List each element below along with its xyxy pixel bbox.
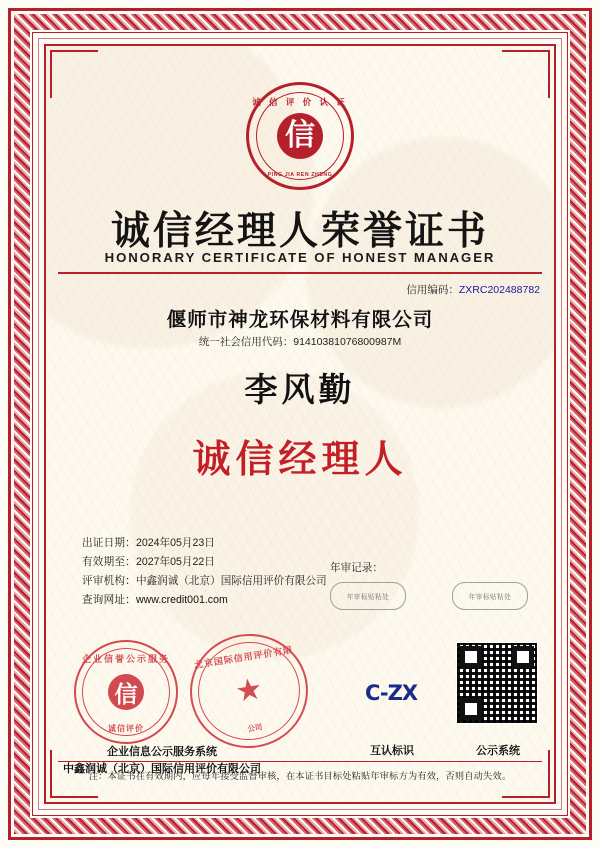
unified-social-credit-code	[52, 334, 548, 349]
credit-code-label: 信用编码：	[406, 284, 459, 296]
issue-date-label: 出证日期：	[82, 537, 136, 549]
round-seal-bottom-text: 诚信评价	[108, 724, 144, 733]
round-seal-core-glyph: 信	[108, 674, 144, 710]
detail-row	[82, 534, 327, 553]
annual-review-label: 年审记录：	[330, 562, 383, 574]
uscc-label: 统一社会信用代码：	[198, 336, 294, 348]
emblem-top-text: 诚 信 评 价 认 证	[252, 97, 348, 107]
detail-row	[82, 572, 327, 591]
mutual-recognition-caption: 互认标识	[370, 745, 414, 757]
valid-until-label: 有效期至：	[82, 556, 136, 568]
mutual-recognition-logo-icon	[348, 676, 434, 710]
honesty-seal-icon	[246, 82, 354, 190]
credit-code-value: ZXRC202488782	[458, 284, 540, 296]
emblem-bottom-text: PING JIA REN ZHENG	[267, 172, 333, 178]
review-agency-label: 评审机构：	[82, 575, 136, 587]
detail-row	[82, 553, 327, 572]
title-divider	[58, 272, 542, 274]
qr-code-icon[interactable]	[456, 642, 538, 724]
award-title: 诚信经理人	[192, 436, 408, 481]
valid-until-value: 2027年05月22日	[135, 556, 215, 568]
query-url-value[interactable]: www.credit001.com	[135, 594, 228, 606]
round-seal-top-text: 企业信誉公示服务	[81, 654, 170, 664]
issue-date-value: 2024年05月23日	[135, 537, 215, 549]
emblem-outer-ring	[246, 82, 354, 190]
review-agency-value: 中鑫润诚（北京）国际信用评价有限公司	[135, 575, 327, 587]
annual-review-boxes	[330, 582, 528, 610]
round-red-seal-icon	[74, 640, 178, 744]
detail-row	[82, 591, 327, 610]
footer-note: 注：本证书在有效期内，应每年接受监督审核，在本证书目标处粘贴年审标方为有效，否则自动失效。	[88, 771, 512, 781]
oval-seal-top-text: 北京国际信用评价有限	[193, 644, 294, 671]
annual-review-slot: 年审标贴粘处	[452, 582, 528, 610]
oval-company-seal-icon	[182, 625, 316, 756]
seal-caption-line2: 中鑫润诚（北京）国际信用评价有限公司	[63, 763, 261, 775]
certificate-content	[52, 52, 548, 796]
credit-code	[406, 282, 540, 297]
footer-divider	[58, 761, 542, 762]
page-subtitle: HONORARY CERTIFICATE OF HONEST MANAGER	[104, 250, 496, 265]
qr-caption: 公示系统	[476, 745, 520, 757]
emblem-core-glyph: 信	[277, 113, 323, 159]
mutual-logo-text: C-ZX	[364, 681, 418, 705]
seal-caption-line1: 企业信息公示服务系统	[107, 746, 217, 758]
oval-seal-bottom-text: 公司	[246, 722, 263, 734]
qr-finder-bottom-left	[460, 698, 482, 720]
seals-row	[52, 632, 548, 775]
page-title: 诚信经理人荣誉证书	[110, 208, 489, 254]
annual-review-slot: 年审标贴粘处	[330, 582, 406, 610]
details-block	[82, 534, 327, 610]
query-url-label: 查询网址：	[82, 594, 136, 606]
uscc-value: 91410381076800987M	[293, 336, 402, 348]
company-name: 偃师市神龙环保材料有限公司	[166, 308, 434, 331]
person-name: 李风勤	[244, 370, 356, 409]
red-star-icon: ★	[233, 672, 265, 709]
